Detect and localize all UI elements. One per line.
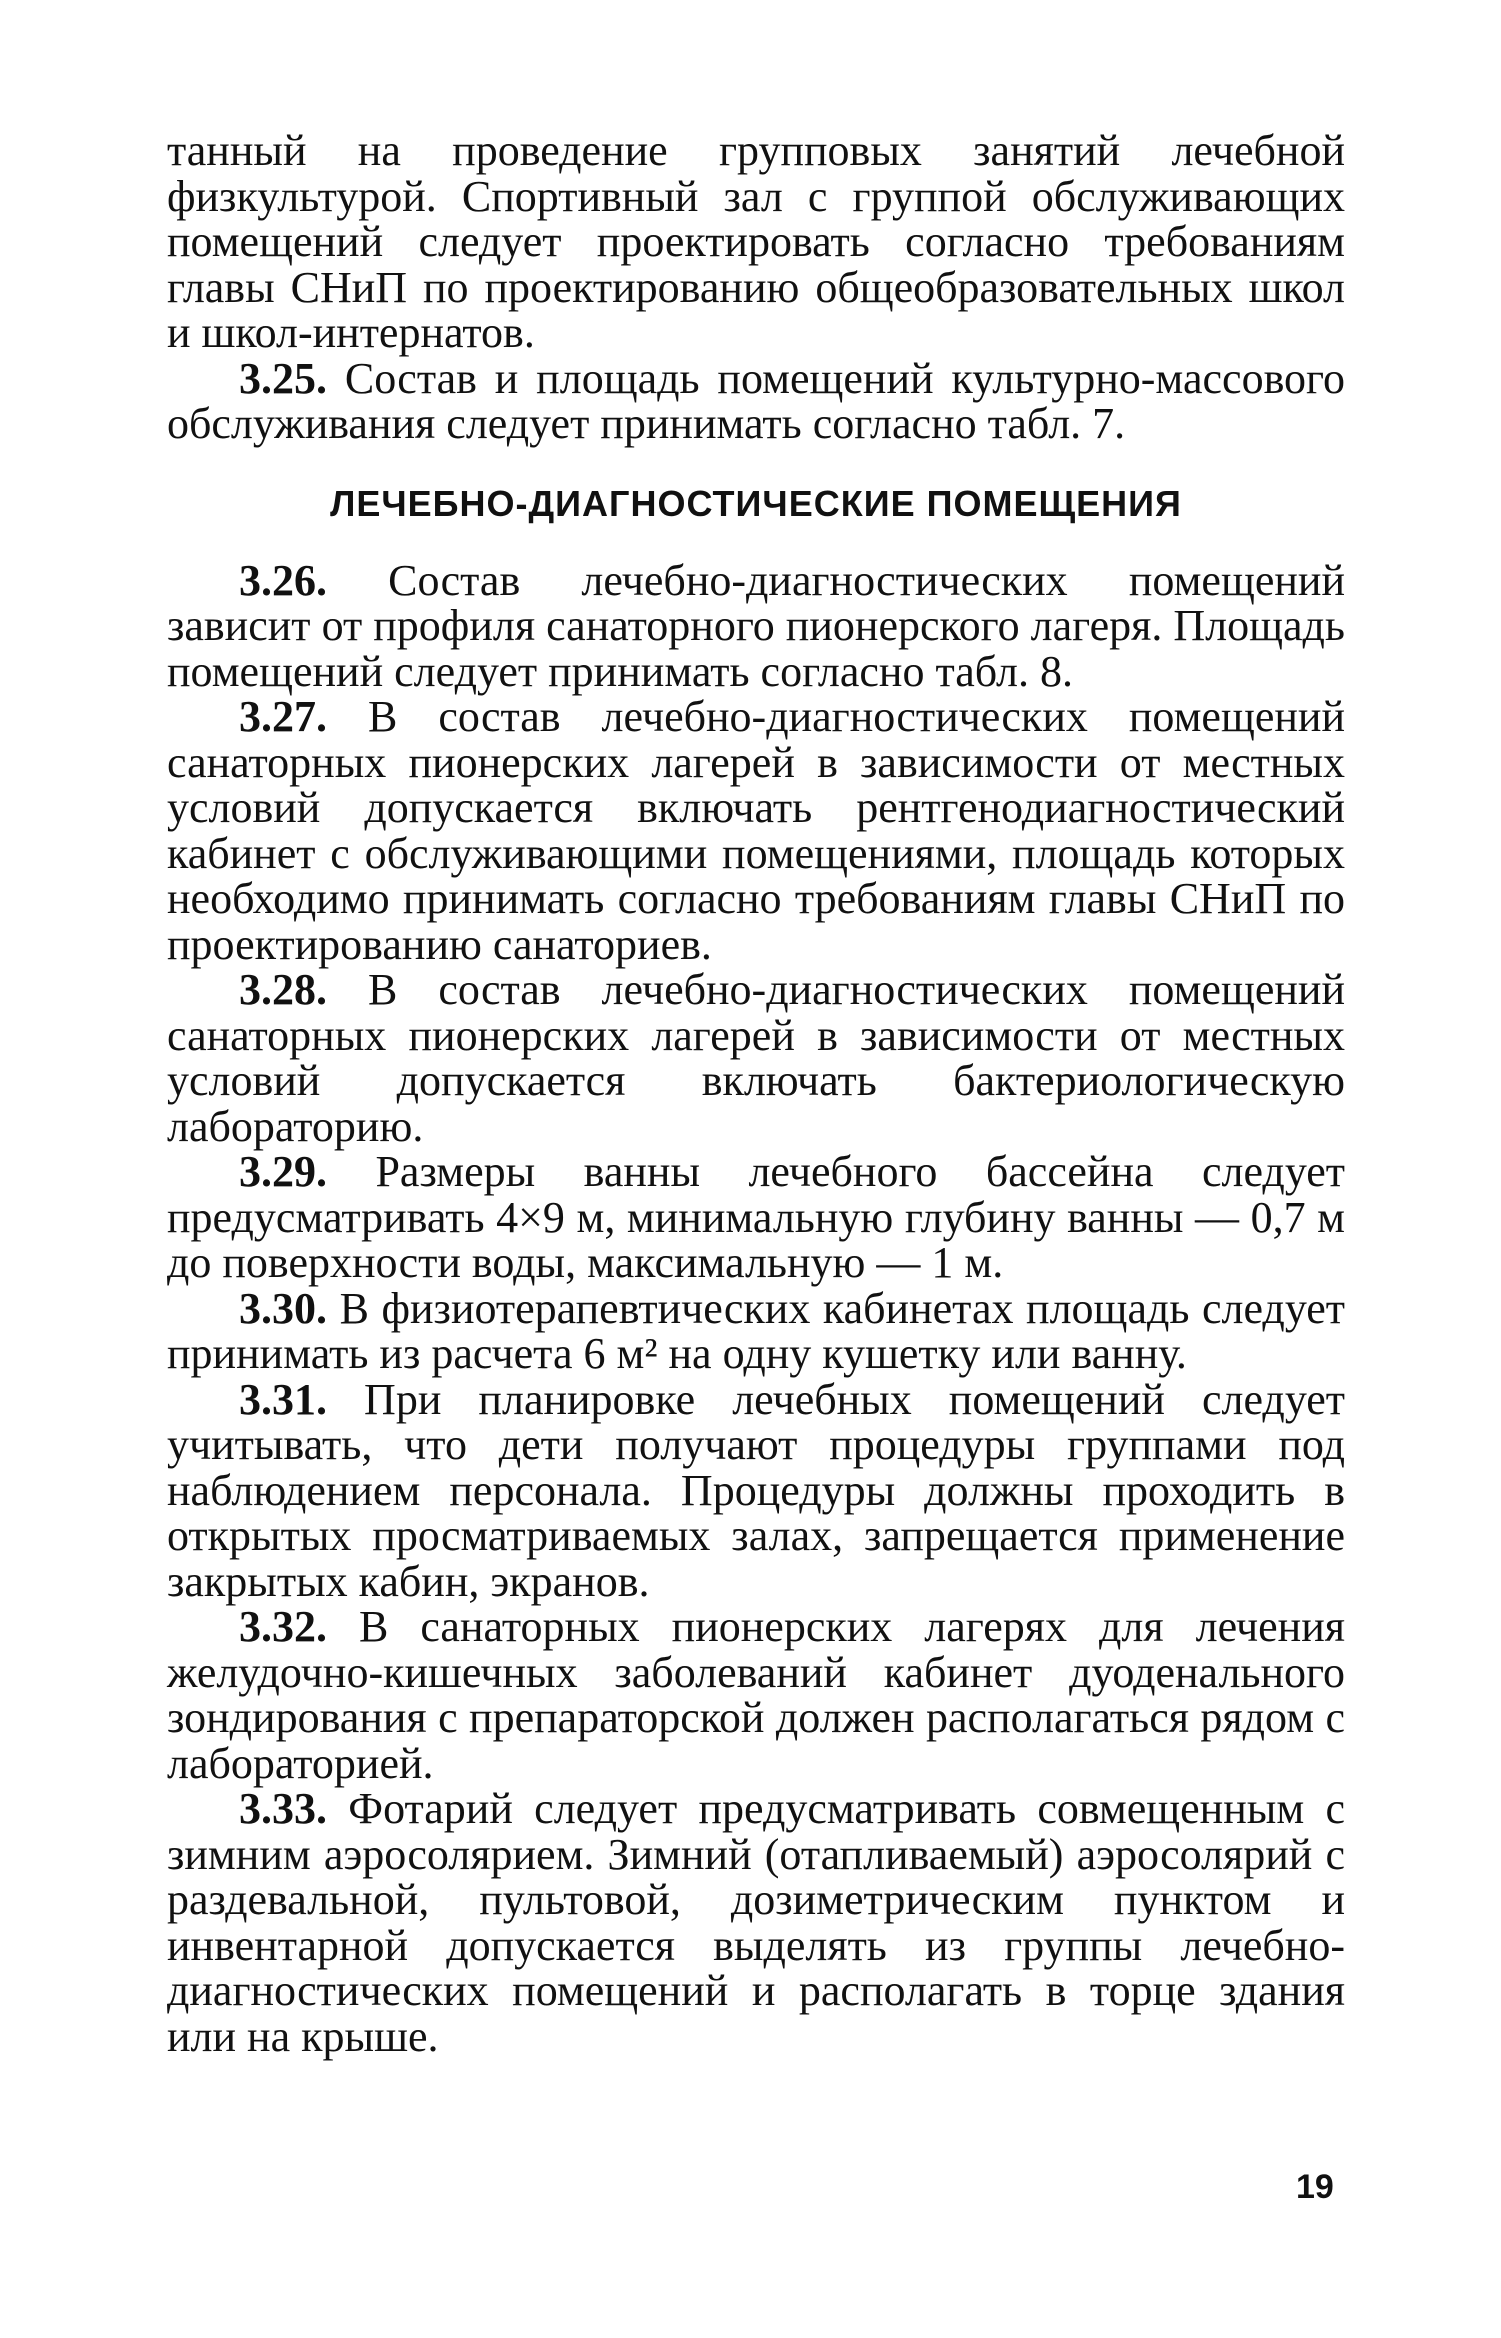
paragraph-text: В состав лечебно-диагностических помещений санаторных пионерских лагерей в зависимости от местных условий допускается включать рентгенодиагностический кабинет с обслуживающими помещениями, площадь которых необходимо принимать согласно требованиям главы СНиП по проектированию санаториев. bbox=[167, 692, 1345, 969]
paragraph-text: Состав и площадь помещений культурно-массового обслуживания следует принимать согласно табл. 7. bbox=[167, 353, 1345, 448]
paragraph-text: В физиотерапевтических кабинетах площадь следует принимать из расчета 6 м² на одну кушетку или ванну. bbox=[167, 1283, 1345, 1378]
paragraph-number: 3.25. bbox=[239, 353, 327, 403]
paragraph-number: 3.26. bbox=[239, 555, 327, 605]
paragraph-number: 3.31. bbox=[239, 1374, 327, 1424]
paragraph-text: Фотарий следует предусматривать совмещенным с зимним аэросолярием. Зимний (отапливаемый) аэросолярий с раздевальной, пультовой, дозиметрическим пунктом и инвентарной допускается выделять из группы лечебно-диагностических помещений и располагать в торце здания или на крыше. bbox=[167, 1784, 1345, 2061]
paragraph-number: 3.29. bbox=[239, 1147, 327, 1196]
intro-paragraph bbox=[167, 128, 1345, 356]
paragraph-3-26 bbox=[167, 555, 1345, 696]
paragraph-number: 3.33. bbox=[239, 1784, 327, 1833]
paragraph-3-27 bbox=[167, 694, 1345, 967]
section-heading: ЛЕЧЕБНО-ДИАГНОСТИЧЕСКИЕ ПОМЕЩЕНИЯ bbox=[330, 482, 1182, 524]
paragraph-3-25 bbox=[167, 353, 1345, 448]
document-page bbox=[167, 128, 1345, 2059]
paragraph-3-31 bbox=[167, 1374, 1345, 1606]
intro-paragraph-text: танный на проведение групповых занятий лечебной физкультурой. Спортивный зал с группой обслуживающих помещений следует проектировать согласно требованиям главы СНиП по проектированию общеобразовательных школ и школ-интернатов. bbox=[167, 126, 1345, 357]
paragraph-number: 3.32. bbox=[239, 1602, 327, 1651]
paragraph-text: В санаторных пионерских лагерях для лечения желудочно-кишечных заболеваний кабинет дуоденального зондирования с препараторской должен располагаться рядом с лабораторией. bbox=[167, 1602, 1345, 1788]
paragraph-text: В состав лечебно-диагностических помещений санаторных пионерских лагерей в зависимости от местных условий допускается включать бактериологическую лабораторию. bbox=[167, 965, 1345, 1151]
paragraph-text: При планировке лечебных помещений следует учитывать, что дети получают процедуры группами под наблюдением персонала. Процедуры должны проходить в открытых просматриваемых залах, запрещается применение закрытых кабин, экранов. bbox=[167, 1374, 1345, 1606]
paragraph-number: 3.28. bbox=[239, 965, 327, 1014]
paragraph-text: Размеры ванны лечебного бассейна следует предусматривать 4×9 м, минимальную глубину ванны — 0,7 м до поверхности воды, максимальную — 1 м. bbox=[167, 1147, 1345, 1287]
paragraph-3-32 bbox=[167, 1604, 1345, 1786]
paragraph-text: Состав лечебно-диагностических помещений зависит от профиля санаторного пионерского лагеря. Площадь помещений следует принимать согласно табл. 8. bbox=[167, 555, 1345, 696]
paragraph-number: 3.30. bbox=[239, 1283, 327, 1333]
paragraph-number: 3.27. bbox=[239, 692, 327, 741]
paragraph-3-33 bbox=[167, 1786, 1345, 2059]
paragraph-3-29 bbox=[167, 1149, 1345, 1286]
page-number: 19 bbox=[1296, 2168, 1334, 2206]
paragraph-3-30 bbox=[167, 1283, 1345, 1378]
paragraph-3-28 bbox=[167, 967, 1345, 1149]
